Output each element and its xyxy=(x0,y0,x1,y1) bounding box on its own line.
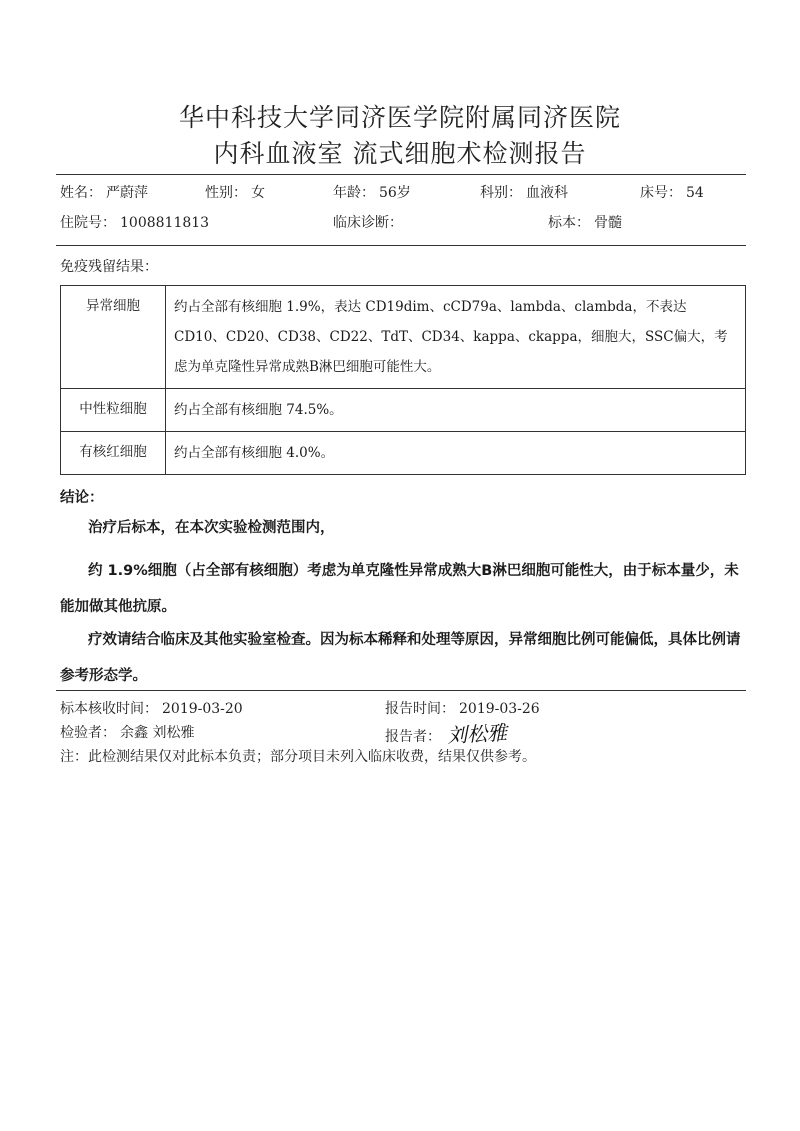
table-row xyxy=(61,286,746,389)
cell-description: 约占全部有核细胞 4.0%。 xyxy=(166,432,746,475)
results-table xyxy=(60,285,746,475)
cell-description: 约占全部有核细胞 1.9%，表达 CD19dim、cCD79a、lambda、clambda，不表达 CD10、CD20、CD38、CD22、TdT、CD34、kappa、ckappa，细胞大，SSC偏大，考虑为单克隆性异常成熟B淋巴细胞可能性大。 xyxy=(166,286,746,389)
conclusion-paragraph-2: 约 1.9%细胞（占全部有核细胞）考虑为单克隆性异常成熟大B淋巴细胞可能性大，由于标本量少，未能加做其他抗原。 xyxy=(60,563,739,615)
table-row xyxy=(61,432,746,475)
hospital-name: 华中科技大学同济医学院附属同济医院 xyxy=(178,103,621,132)
receive-time: 标本核收时间： 2019-03-20 xyxy=(60,701,243,717)
report-title: 内科血液室 流式细胞术检测报告 xyxy=(213,139,587,168)
footer-divider xyxy=(56,690,746,691)
examiners: 检验者： 余鑫 刘松雅 xyxy=(60,725,195,741)
reporter: 报告者： 刘松雅 xyxy=(385,718,507,747)
cell-description: 约占全部有核细胞 74.5%。 xyxy=(166,389,746,432)
results-section-title: 免疫残留结果： xyxy=(60,259,158,275)
clinical-diagnosis: 临床诊断： xyxy=(333,215,403,231)
reporter-signature: 刘松雅 xyxy=(446,720,508,748)
table-row xyxy=(61,389,746,432)
conclusion-paragraph-3: 疗效请结合临床及其他实验室检查。因为标本稀释和处理等原因，异常细胞比例可能偏低，具体比例请参考形态学。 xyxy=(60,632,741,684)
conclusion-title: 结论： xyxy=(60,490,104,506)
specimen-type: 标本： 骨髓 xyxy=(548,215,622,231)
patient-age: 年龄： 56岁 xyxy=(333,185,411,201)
cell-type: 中性粒细胞 xyxy=(61,389,166,432)
cell-type: 有核红细胞 xyxy=(61,432,166,475)
footer-note: 注：此检测结果仅对此标本负责；部分项目未列入临床收费，结果仅供参考。 xyxy=(60,749,536,765)
info-divider xyxy=(56,245,746,246)
patient-dept: 科别： 血液科 xyxy=(480,185,568,201)
conclusion-paragraph-1: 治疗后标本，在本次实验检测范围内， xyxy=(88,520,335,536)
patient-gender: 性别： 女 xyxy=(205,185,265,201)
report-time: 报告时间： 2019-03-26 xyxy=(385,701,540,717)
patient-id: 住院号： 1008811813 xyxy=(60,215,210,231)
patient-name: 姓名： 严蔚萍 xyxy=(60,185,148,201)
patient-bed: 床号： 54 xyxy=(640,185,704,201)
cell-type: 异常细胞 xyxy=(61,286,166,389)
header-divider xyxy=(56,174,746,175)
